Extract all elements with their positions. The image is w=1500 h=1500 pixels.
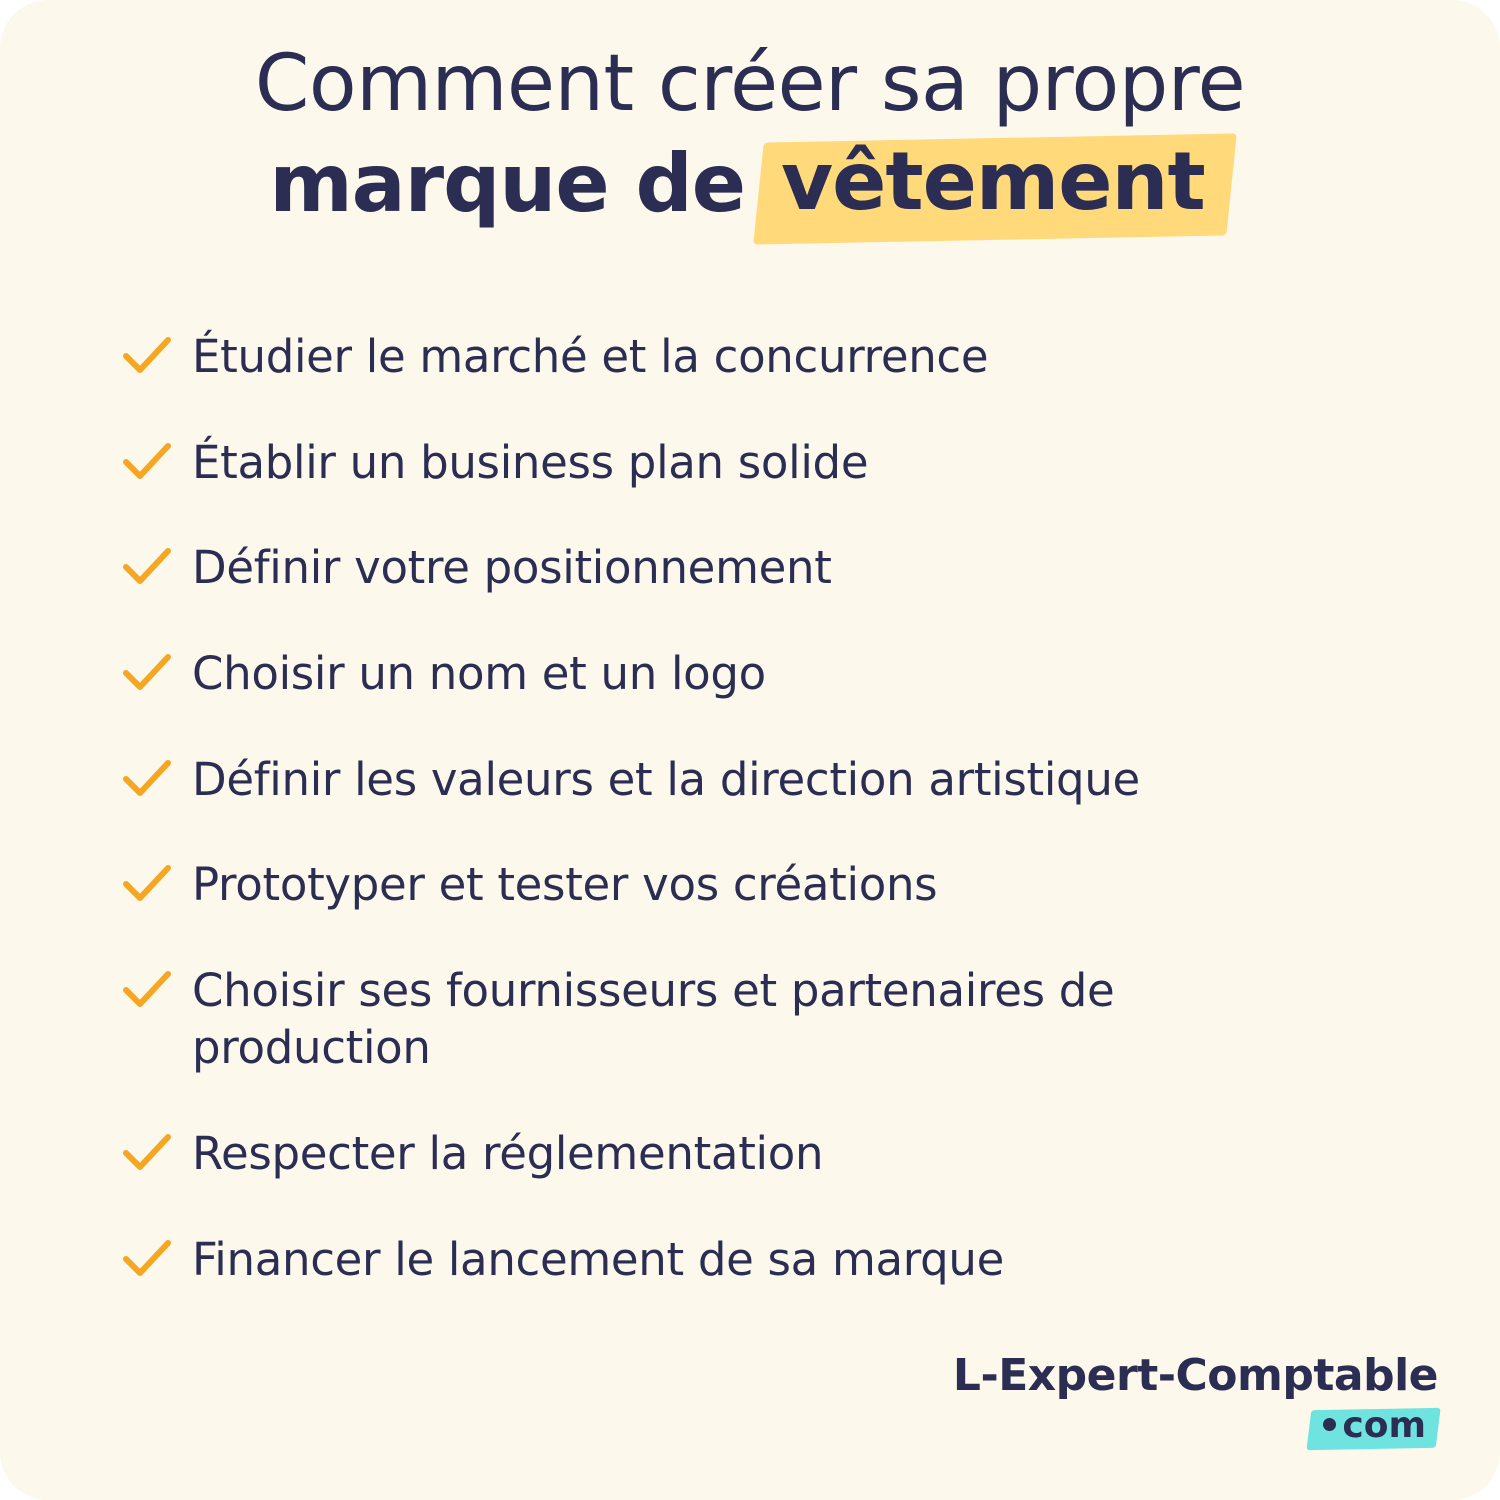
highlight-text: vêtement [780,135,1205,229]
list-item [120,539,1422,597]
brand-logo-domain [1309,1406,1438,1448]
list-item [120,1231,1422,1289]
check-icon [120,436,174,490]
list-item-label: Choisir ses fournisseurs et partenaires de production [192,963,1115,1075]
check-icon [120,1127,174,1181]
list-item [120,751,1422,809]
list-item [120,645,1422,703]
check-icon [120,753,174,807]
brand-logo [952,1350,1438,1448]
logo-domain-text [1323,1405,1426,1446]
check-icon [120,330,174,384]
page-title-line-2 [70,136,1430,232]
check-icon [120,647,174,701]
logo-domain-label: com [1342,1405,1426,1446]
check-icon [120,964,174,1018]
list-item-label: Établir un business plan solide [192,435,869,489]
list-item [120,328,1422,386]
list-item-label: Prototyper et tester vos créations [192,858,938,912]
highlighted-word [759,136,1231,232]
list-item [120,434,1422,492]
brand-logo-name: L-Expert-Comptable [952,1350,1438,1401]
list-item [120,1125,1422,1183]
check-icon [120,1233,174,1287]
dot-icon [1323,1418,1336,1431]
list-item-label: Choisir un nom et un logo [192,647,766,701]
check-icon [120,858,174,912]
list-item-label: Financer le lancement de sa marque [192,1232,1005,1286]
page-title-line-1: Comment créer sa propre [254,39,1246,129]
check-icon [120,541,174,595]
list-item [120,962,1422,1077]
list-item-label: Définir votre positionnement [192,541,832,595]
list-item-label: Définir les valeurs et la direction artistique [192,752,1140,806]
page-title-prefix: marque de [269,137,745,231]
list-item-label: Respecter la réglementation [192,1126,824,1180]
list-item-label: Étudier le marché et la concurrence [192,330,989,384]
list-item [120,856,1422,914]
checklist [0,328,1500,1288]
title-block [0,0,1500,232]
